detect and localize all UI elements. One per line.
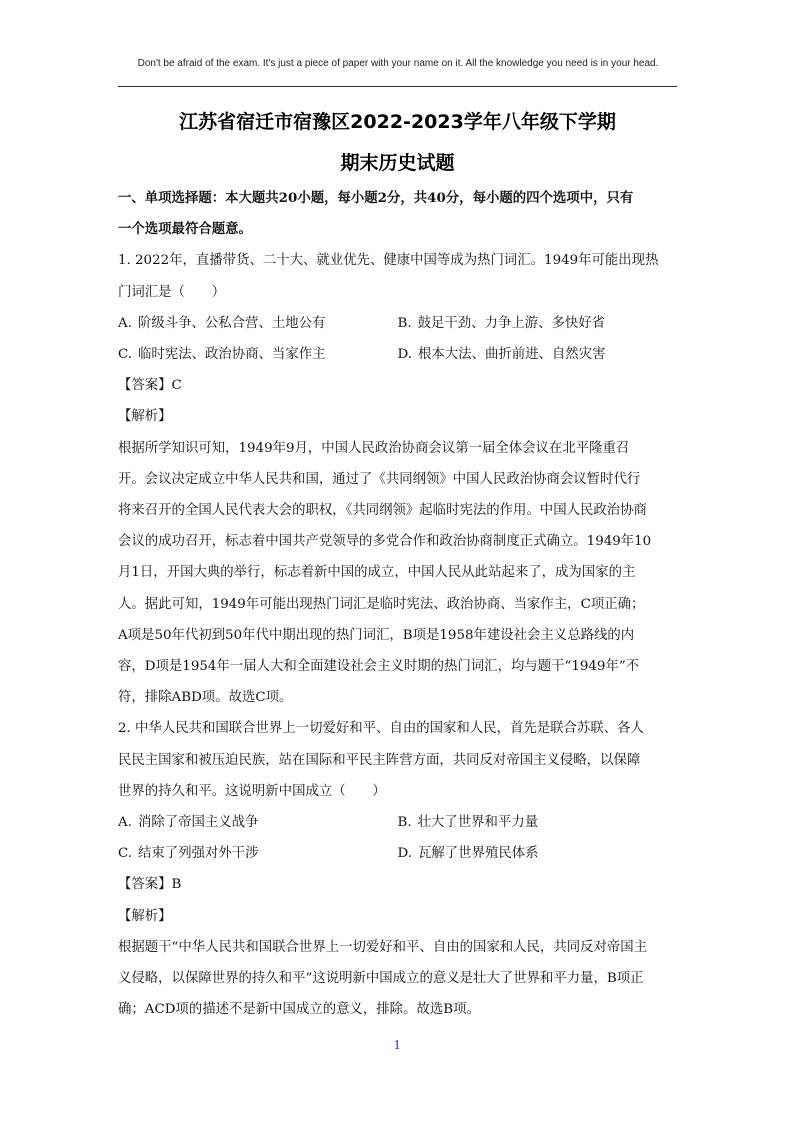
document-body	[118, 183, 677, 1025]
question-stem-line: 1. 2022年，直播带货、二十大、就业优先、健康中国等成为热门词汇。1949年可能出现热	[118, 253, 659, 269]
analysis-line: 根据所学知识可知，1949年9月，中国人民政治协商会议第一届全体会议在北平隆重召	[118, 440, 630, 456]
document-title-line1: 江苏省宿迁市宿豫区2022-2023学年八年级下学期	[179, 111, 616, 133]
question-options	[118, 308, 677, 370]
question-stem-line: 民民主国家和被压迫民族，站在国际和平民主阵营方面，共同反对帝国主义侵略，以保障	[118, 752, 641, 768]
answer-line: 【答案】C	[118, 378, 182, 394]
document-title-line2: 期末历史试题	[340, 152, 455, 174]
analysis-line: 月1日，开国大典的举行，标志着新中国的成立，中国人民从此站起来了，成为国家的主	[118, 565, 636, 581]
page-number: 1	[393, 1038, 401, 1053]
question-1	[118, 245, 677, 713]
question-stem-line: 2. 中华人民共和国联合世界上一切爱好和平、自由的国家和人民，首先是联合苏联、各人	[118, 721, 644, 737]
option-b: B. 鼓足干劲、力争上游、多快好省	[397, 315, 606, 331]
analysis-line: 开。会议决定成立中华人民共和国，通过了《共同纲领》中国人民政治协商会议暂时代行	[118, 471, 641, 487]
analysis-line: 人。据此可知，1949年可能出现热门词汇是临时宪法、政治协商、当家作主，C项正确；	[118, 596, 645, 612]
header-divider	[118, 86, 677, 87]
analysis-line: 会议的成功召开，标志着中国共产党领导的多党合作和政治协商制度正式确立。1949年10	[118, 534, 652, 550]
header-quote: Don't be afraid of the exam. It's just a piece of paper with your name on it. All the knowledge you need is in your head.	[137, 58, 659, 69]
option-d: D. 根本大法、曲折前进、自然灾害	[397, 347, 606, 363]
section-heading-line1: 一、单项选择题：本大题共20小题，每小题2分，共40分，每小题的四个选项中，只有	[118, 190, 634, 206]
answer-line: 【答案】B	[118, 877, 182, 893]
option-b: B. 壮大了世界和平力量	[397, 815, 539, 831]
option-c: C. 结束了列强对外干涉	[118, 846, 259, 862]
analysis-line: 义侵略，以保障世界的持久和平”这说明新中国成立的意义是壮大了世界和平力量，B项正	[118, 971, 644, 987]
question-stem-line: 门词汇是（ ）	[118, 284, 226, 300]
analysis-line: A项是50年代初到50年代中期出现的热门词汇，B项是1958年建设社会主义总路线的内	[118, 627, 635, 643]
analysis-label: 【解析】	[118, 409, 172, 425]
option-a: A. 阶级斗争、公私合营、土地公有	[118, 315, 326, 331]
analysis-line: 确；ACD项的描述不是新中国成立的意义，排除。故选B项。	[118, 1002, 480, 1018]
analysis-line: 容，D项是1954年一届人大和全面建设社会主义时期的热门词汇，均与题干“1949年”不	[118, 659, 640, 675]
question-options	[118, 807, 677, 869]
analysis-line: 根据题干“中华人民共和国联合世界上一切爱好和平、自由的国家和人民，共同反对帝国主	[118, 939, 648, 955]
option-a: A. 消除了帝国主义战争	[118, 815, 259, 831]
analysis-line: 将来召开的全国人民代表大会的职权，《共同纲领》起临时宪法的作用。中国人民政治协商	[118, 503, 647, 519]
question-stem-line: 世界的持久和平。这说明新中国成立（ ）	[118, 783, 386, 799]
section-heading-line2: 一个选项最符合题意。	[118, 221, 252, 238]
option-c: C. 临时宪法、政治协商、当家作主	[118, 347, 326, 363]
analysis-line: 符，排除ABD项。故选C项。	[118, 690, 293, 706]
analysis-label: 【解析】	[118, 908, 172, 924]
option-d: D. 瓦解了世界殖民体系	[397, 846, 539, 862]
question-2	[118, 713, 677, 1025]
